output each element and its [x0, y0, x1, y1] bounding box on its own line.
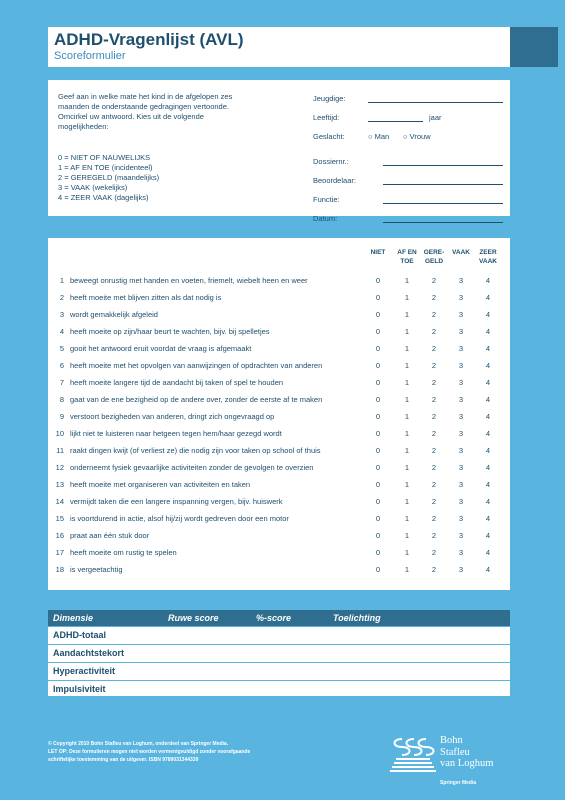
question-text: heeft moeite met blijven zitten als dat nodig is: [70, 293, 222, 302]
question-row: [48, 548, 510, 565]
field-jeugdige: [313, 92, 503, 111]
column-header-line: GERE-: [423, 249, 445, 256]
question-text: heeft moeite met het opvolgen van aanwijzingen of opdrachten van anderen: [70, 361, 323, 370]
col-ruwe-score: Ruwe score: [168, 613, 219, 623]
score-option[interactable]: 0: [375, 565, 381, 574]
logo-line: van Loghum: [440, 758, 494, 769]
score-option[interactable]: 0: [375, 497, 381, 506]
score-option[interactable]: 1: [404, 446, 410, 455]
score-option[interactable]: 1: [404, 344, 410, 353]
question-row: [48, 395, 510, 412]
question-row: [48, 293, 510, 310]
score-option[interactable]: 4: [485, 565, 491, 574]
score-option[interactable]: 4: [485, 344, 491, 353]
question-text: wordt gemakkelijk afgeleid: [70, 310, 158, 319]
question-text: praat aan één stuk door: [70, 531, 150, 540]
page-title: ADHD-Vragenlijst (AVL): [54, 30, 244, 49]
leeftijd-input-line[interactable]: [368, 121, 423, 122]
question-number: 2: [59, 293, 64, 302]
question-row: [48, 531, 510, 548]
datum-input-line[interactable]: [383, 222, 503, 223]
score-option[interactable]: 0: [375, 395, 381, 404]
score-option[interactable]: 0: [375, 310, 381, 319]
score-option[interactable]: 3: [458, 395, 464, 404]
header-box: [48, 27, 510, 67]
score-option[interactable]: 4: [485, 497, 491, 506]
question-row: [48, 310, 510, 327]
score-option[interactable]: 3: [458, 293, 464, 302]
question-text: beweegt onrustig met handen en voeten, friemelt, wiebelt heen en weer: [70, 276, 308, 285]
score-option[interactable]: 0: [375, 480, 381, 489]
score-option[interactable]: 2: [431, 378, 437, 387]
question-row: [48, 446, 510, 463]
field-beoordelaar: [313, 174, 503, 193]
scale-item: 1 = AF EN TOE (incidenteel): [58, 163, 153, 172]
question-text: gooit het antwoord eruit voordat de vraag is afgemaakt: [70, 344, 252, 353]
score-option[interactable]: 1: [404, 531, 410, 540]
question-row: [48, 276, 510, 293]
geslacht-label: Geslacht:: [313, 132, 345, 141]
score-option[interactable]: 3: [458, 327, 464, 336]
jeugdige-label: Jeugdige:: [313, 94, 346, 103]
question-number: 11: [56, 446, 64, 455]
question-text: heeft moeite om rustig te spelen: [70, 548, 177, 557]
score-option[interactable]: 1: [404, 514, 410, 523]
instruction-line: Omcirkel uw antwoord. Kies uit de volgende: [58, 112, 204, 121]
score-option[interactable]: 0: [375, 429, 381, 438]
score-option[interactable]: 4: [485, 446, 491, 455]
score-option[interactable]: 0: [375, 514, 381, 523]
client-fields: [313, 92, 503, 231]
score-option[interactable]: 4: [485, 463, 491, 472]
question-text: onderneemt fysiek gevaarlijke activiteiten zonder de gevolgen te overzien: [70, 463, 314, 472]
question-row: [48, 497, 510, 514]
col-dimensie: Dimensie: [53, 613, 94, 623]
question-row: [48, 463, 510, 480]
score-option[interactable]: 2: [431, 412, 437, 421]
score-option[interactable]: 2: [431, 344, 437, 353]
column-header-line: GELD: [424, 258, 444, 265]
col-toelichting: Toelichting: [333, 613, 381, 623]
score-option[interactable]: 4: [485, 514, 491, 523]
dimension-row: [48, 626, 510, 644]
col-pct-score: %-score: [256, 613, 292, 623]
dimension-row: [48, 680, 510, 698]
score-option[interactable]: 0: [375, 446, 381, 455]
score-option[interactable]: 1: [404, 548, 410, 557]
score-option[interactable]: 3: [458, 514, 464, 523]
score-option[interactable]: 2: [431, 395, 437, 404]
score-option[interactable]: 1: [404, 412, 410, 421]
dossiernr-label: Dossiernr.:: [313, 157, 349, 166]
dimension-label: Hyperactiviteit: [53, 666, 116, 676]
question-row: [48, 429, 510, 446]
score-option[interactable]: 0: [375, 344, 381, 353]
score-option[interactable]: 4: [485, 548, 491, 557]
score-option[interactable]: 4: [485, 361, 491, 370]
score-option[interactable]: 0: [375, 531, 381, 540]
question-text: vermijdt taken die een langere inspanning vergen, bijv. huiswerk: [70, 497, 283, 506]
scale-item: 4 = ZEER VAAK (dagelijks): [58, 193, 149, 202]
score-option[interactable]: 3: [458, 480, 464, 489]
field-geslacht: [313, 130, 503, 149]
answer-scale: [58, 153, 159, 203]
score-option[interactable]: 3: [458, 276, 464, 285]
instruction-line: Geef aan in welke mate het kind in de afgelopen zes: [58, 92, 233, 101]
score-option[interactable]: 4: [485, 276, 491, 285]
score-option[interactable]: 1: [404, 361, 410, 370]
question-text: heeft moeite met organiseren van activiteiten en taken: [70, 480, 251, 489]
instructions: [58, 92, 268, 132]
dossiernr-input-line[interactable]: [383, 165, 503, 166]
radio-man[interactable]: ○ Man: [368, 132, 390, 141]
score-option[interactable]: 4: [485, 327, 491, 336]
leeftijd-label: Leeftijd:: [313, 113, 340, 122]
score-option[interactable]: 1: [404, 395, 410, 404]
score-option[interactable]: 4: [485, 412, 491, 421]
jeugdige-input-line[interactable]: [368, 102, 503, 103]
score-option[interactable]: 4: [485, 310, 491, 319]
datum-label: Datum:: [313, 214, 338, 223]
question-text: raakt dingen kwijt (of verliest ze) die nodig zijn voor taken op school of thuis: [70, 446, 321, 455]
score-option[interactable]: 2: [431, 548, 437, 557]
score-option[interactable]: 0: [375, 361, 381, 370]
score-option[interactable]: 4: [485, 293, 491, 302]
score-option[interactable]: 1: [404, 480, 410, 489]
question-number: 7: [59, 378, 64, 387]
question-text: lijkt niet te luisteren naar hetgeen tegen hem/haar gezegd wordt: [70, 429, 282, 438]
score-option[interactable]: 2: [431, 446, 437, 455]
question-row: [48, 412, 510, 429]
radio-vrouw[interactable]: ○ Vrouw: [403, 132, 431, 141]
logo-line: Bohn: [440, 735, 463, 746]
question-text: verstoort bezigheden van anderen, dringt zich ongevraagd op: [70, 412, 275, 421]
dimension-table: [48, 610, 510, 696]
logo-line: Stafleu: [440, 746, 470, 758]
footer-line: schriftelijke toestemming van de uitgever. ISBN 9789031344339: [48, 757, 199, 763]
question-text: is voortdurend in actie, alsof hij/zij wordt gedreven door een motor: [70, 514, 289, 523]
info-box: [48, 80, 510, 223]
publisher-sub: Springer Media: [440, 780, 477, 786]
dimension-label: ADHD-totaal: [53, 630, 106, 640]
score-option[interactable]: 2: [431, 276, 437, 285]
question-number: 1: [59, 276, 64, 285]
score-option[interactable]: 2: [431, 463, 437, 472]
score-option[interactable]: 1: [404, 463, 410, 472]
score-option[interactable]: 3: [458, 310, 464, 319]
dimension-table-header: [48, 610, 510, 626]
score-option[interactable]: 1: [404, 429, 410, 438]
question-text: is vergeetachtig: [70, 565, 123, 574]
footer-line: LET OP: Deze formulieren mogen niet worden vermenigvuldigd zonder voorafgaande: [48, 749, 251, 755]
functie-label: Functie:: [313, 195, 340, 204]
score-option[interactable]: 3: [458, 463, 464, 472]
score-option[interactable]: 0: [375, 412, 381, 421]
score-option[interactable]: 4: [485, 395, 491, 404]
footer-line: © Copyright 2010 Bohn Stafleu van Loghum, onderdeel van Springer Media.: [48, 741, 229, 747]
score-option[interactable]: 0: [375, 276, 381, 285]
jaar-label: jaar: [429, 113, 442, 122]
score-option[interactable]: 1: [404, 497, 410, 506]
score-option[interactable]: 3: [458, 531, 464, 540]
vrouw-label: Vrouw: [409, 132, 431, 141]
score-option[interactable]: 4: [485, 378, 491, 387]
question-row: [48, 514, 510, 531]
score-option[interactable]: 0: [375, 327, 381, 336]
publisher-name: [440, 735, 493, 770]
score-option[interactable]: 4: [485, 429, 491, 438]
score-option[interactable]: 2: [431, 361, 437, 370]
question-row: [48, 378, 510, 395]
scale-item: 2 = GEREGELD (maandelijks): [58, 173, 160, 182]
score-option[interactable]: 1: [404, 327, 410, 336]
score-option[interactable]: 2: [431, 293, 437, 302]
field-dossiernr: [313, 155, 503, 174]
column-header-line: VAAK: [479, 258, 497, 265]
score-option[interactable]: 2: [431, 480, 437, 489]
question-row: [48, 361, 510, 378]
beoordelaar-label: Beoordelaar:: [313, 176, 356, 185]
question-number: 18: [55, 565, 64, 574]
question-number: 13: [55, 480, 64, 489]
question-row: [48, 327, 510, 344]
page-subtitle: Scoreformulier: [54, 50, 126, 62]
dimension-label: Aandachtstekort: [53, 648, 125, 658]
dimension-row: [48, 662, 510, 680]
question-number: 10: [55, 429, 64, 438]
question-number: 14: [55, 497, 64, 506]
dimension-row: [48, 644, 510, 662]
score-option[interactable]: 3: [458, 446, 464, 455]
scale-item: 0 = NIET OF NAUWELIJKS: [58, 153, 151, 162]
field-leeftijd: [313, 111, 503, 130]
man-label: Man: [374, 132, 390, 141]
question-text: heeft moeite langere tijd de aandacht bij taken of spel te houden: [70, 378, 284, 387]
score-option[interactable]: 2: [431, 497, 437, 506]
question-number: 5: [59, 344, 64, 353]
score-option[interactable]: 2: [431, 514, 437, 523]
beoordelaar-input-line[interactable]: [383, 184, 503, 185]
field-functie: [313, 193, 503, 212]
question-text: heeft moeite op zijn/haar beurt te wachten, bijv. bij spelletjes: [70, 327, 270, 336]
score-option[interactable]: 4: [485, 531, 491, 540]
score-option[interactable]: 1: [404, 293, 410, 302]
score-option[interactable]: 0: [375, 293, 381, 302]
score-option[interactable]: 1: [404, 276, 410, 285]
question-number: 9: [59, 412, 64, 421]
score-option[interactable]: 3: [458, 361, 464, 370]
question-number: 4: [59, 327, 64, 336]
question-number: 3: [59, 310, 64, 319]
question-number: 15: [55, 514, 64, 523]
copyright-footer: [48, 740, 348, 764]
header-accent-block: [510, 27, 558, 67]
score-option[interactable]: 3: [458, 429, 464, 438]
question-text: gaat van de ene bezigheid op de andere over, zonder de eerste af te maken: [70, 395, 323, 404]
score-option[interactable]: 2: [431, 531, 437, 540]
column-header: [472, 248, 504, 266]
score-option[interactable]: 1: [404, 565, 410, 574]
instruction-line: mogelijkheden:: [58, 122, 109, 131]
question-number: 16: [55, 531, 64, 540]
score-option[interactable]: 2: [431, 327, 437, 336]
questions-box: [48, 238, 510, 590]
question-number: 8: [59, 395, 64, 404]
column-header-line: NIET: [370, 249, 386, 256]
score-option[interactable]: 0: [375, 378, 381, 387]
question-number: 17: [55, 548, 64, 557]
score-option[interactable]: 3: [458, 548, 464, 557]
column-header-line: VAAK: [452, 249, 470, 256]
publisher-logo-icon: [388, 735, 438, 777]
score-option[interactable]: 2: [431, 565, 437, 574]
column-header-line: AF EN: [397, 249, 417, 256]
column-header-line: TOE: [400, 258, 414, 265]
score-option[interactable]: 3: [458, 497, 464, 506]
score-option[interactable]: 3: [458, 412, 464, 421]
score-option[interactable]: 0: [375, 463, 381, 472]
column-header-line: ZEER: [479, 249, 497, 256]
scale-item: 3 = VAAK (wekelijks): [58, 183, 128, 192]
question-number: 12: [55, 463, 64, 472]
score-option[interactable]: 2: [431, 310, 437, 319]
score-option[interactable]: 1: [404, 378, 410, 387]
question-row: [48, 480, 510, 497]
field-datum: [313, 212, 503, 231]
score-option[interactable]: 0: [375, 548, 381, 557]
score-option[interactable]: 3: [458, 378, 464, 387]
column-header: [362, 248, 394, 257]
dimension-label: Impulsiviteit: [53, 684, 106, 694]
score-option[interactable]: 3: [458, 344, 464, 353]
instruction-line: maanden de onderstaande gedragingen vertoonde.: [58, 102, 229, 111]
score-option[interactable]: 4: [485, 480, 491, 489]
score-option[interactable]: 1: [404, 310, 410, 319]
functie-input-line[interactable]: [383, 203, 503, 204]
score-option[interactable]: 3: [458, 565, 464, 574]
question-row: [48, 565, 510, 582]
question-row: [48, 344, 510, 361]
score-option[interactable]: 2: [431, 429, 437, 438]
question-number: 6: [59, 361, 64, 370]
